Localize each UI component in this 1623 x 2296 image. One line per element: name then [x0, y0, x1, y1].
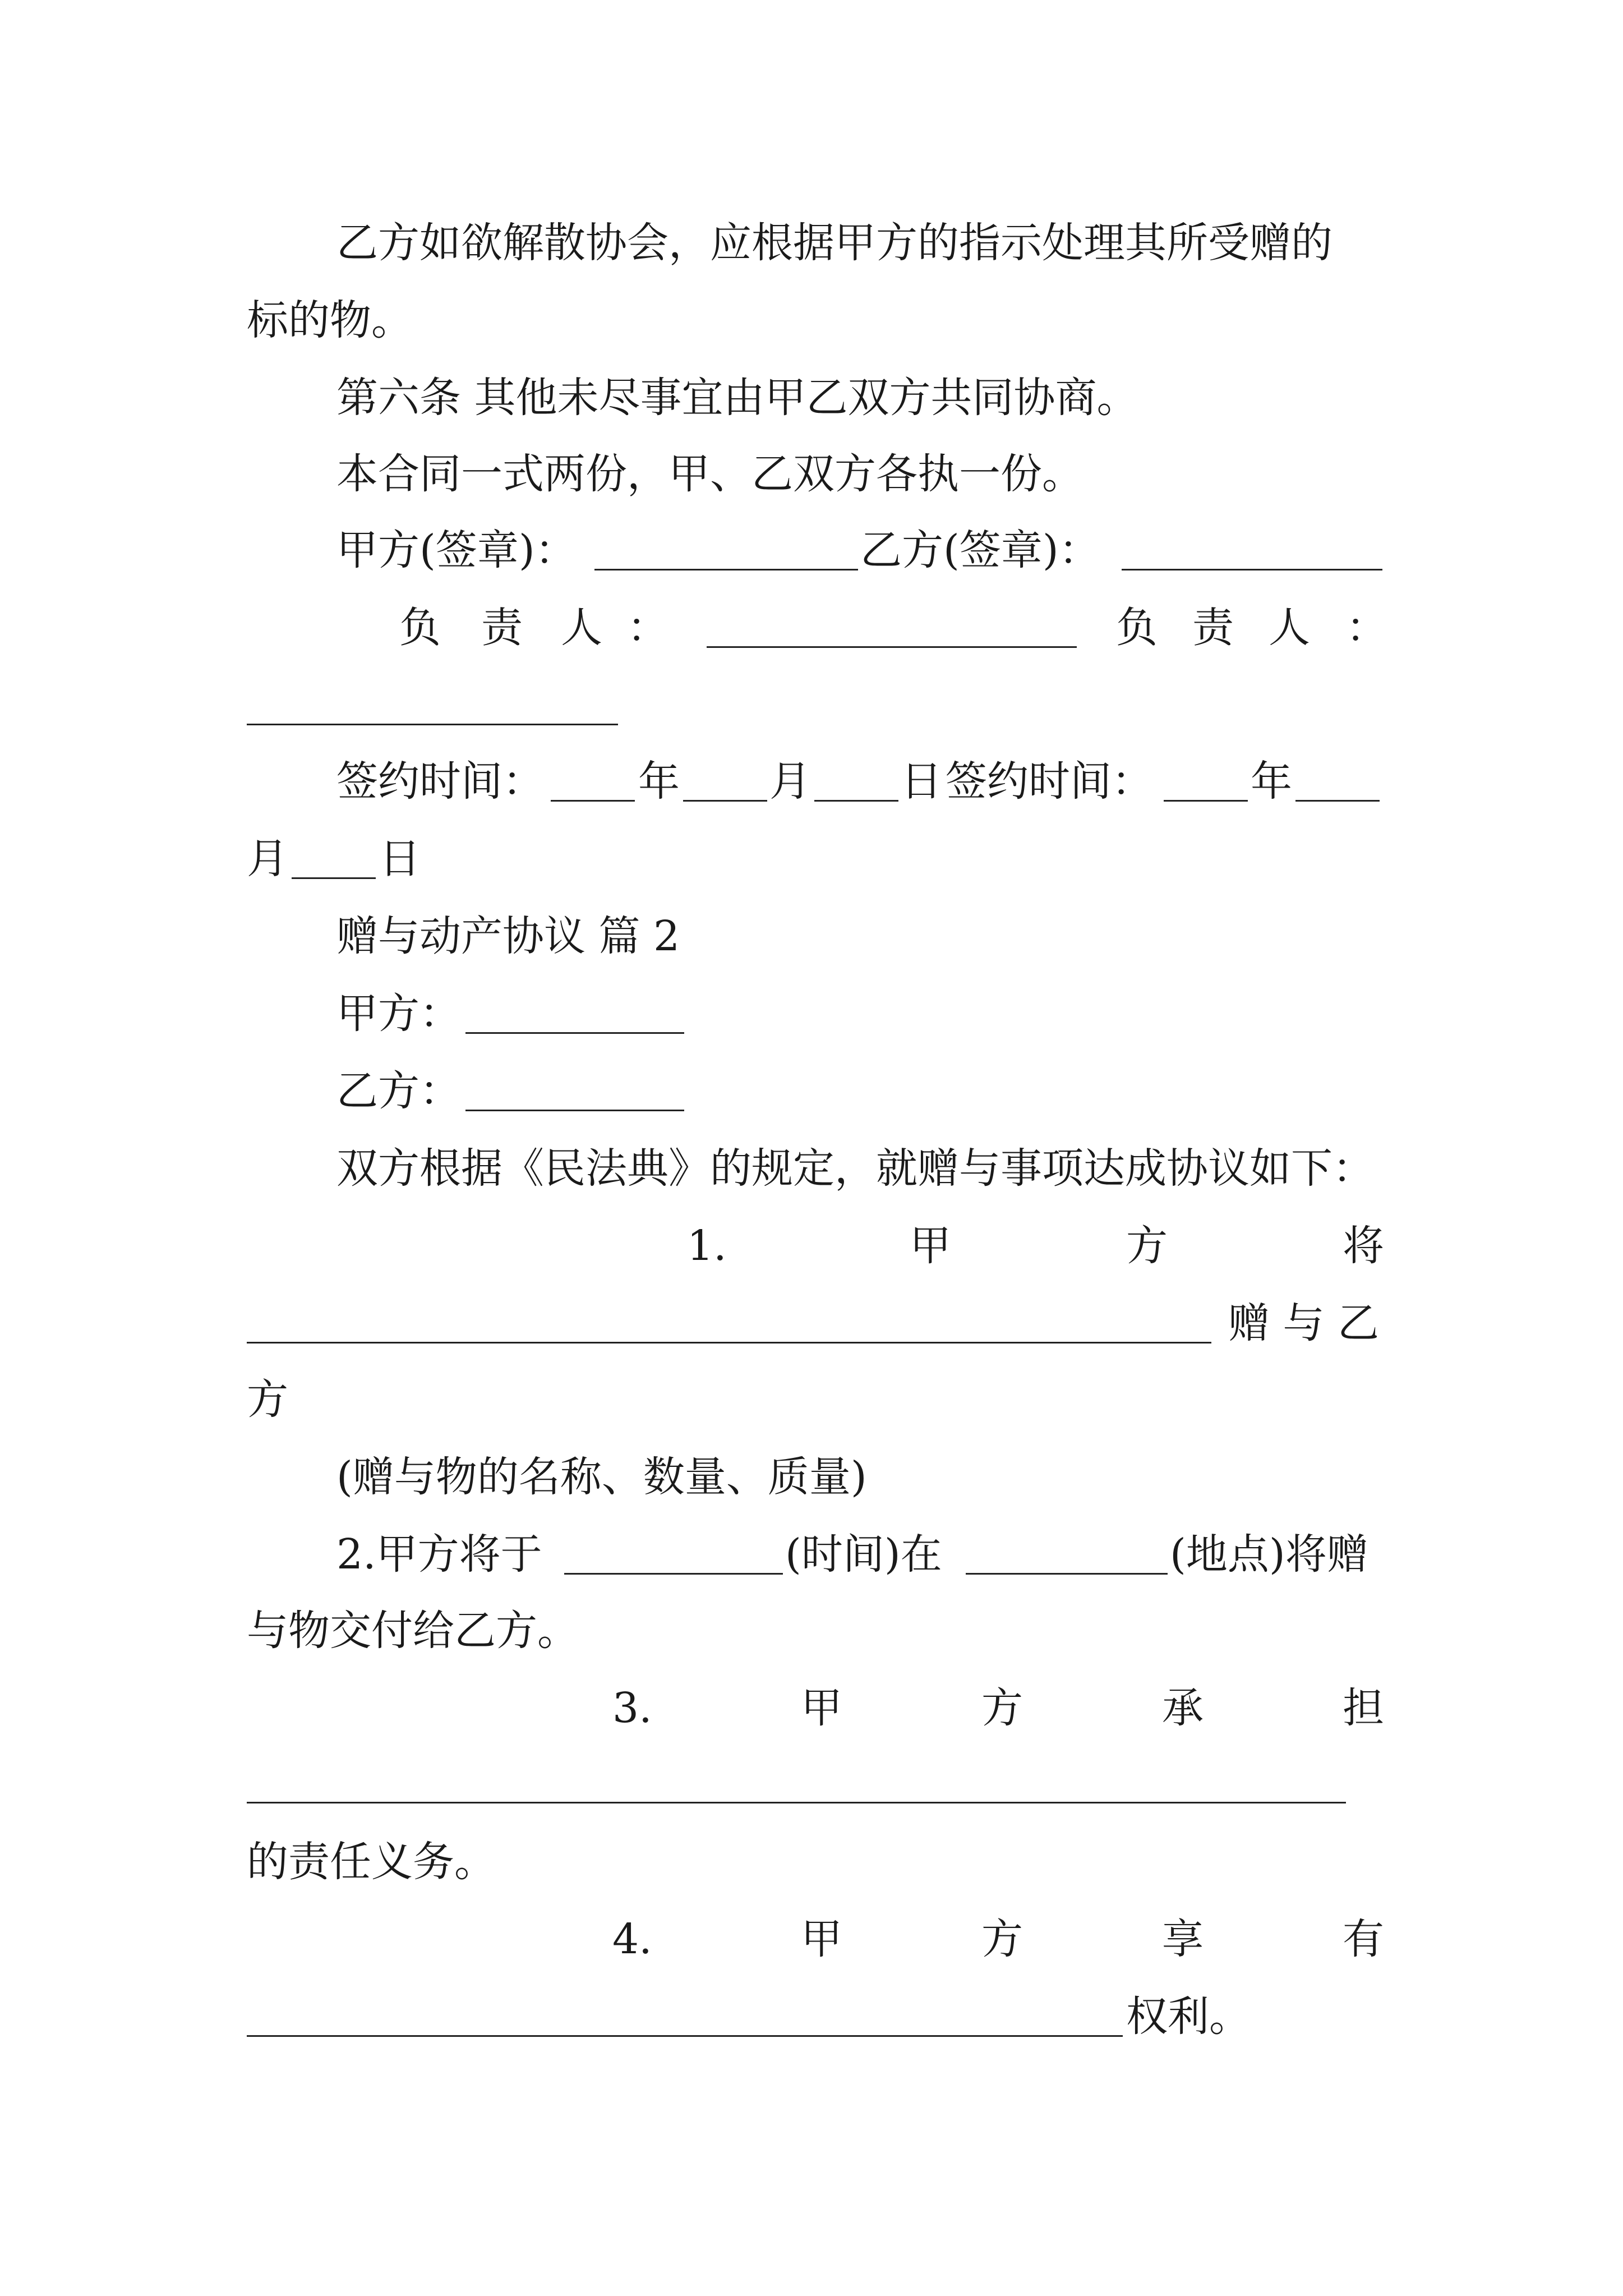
item2-text-b: (时间)在	[785, 1530, 942, 1579]
item4-char: 4.	[612, 1915, 652, 1963]
item1-char: 1.	[687, 1222, 727, 1270]
item2-text-c: (地点)将赠	[1170, 1530, 1368, 1579]
intro-clause: 双方根据《民法典》的规定，就赠与事项达成协议如下：	[336, 1144, 1374, 1193]
item1-char: 将	[1343, 1222, 1384, 1270]
item3-char: 方	[981, 1684, 1023, 1732]
party-a-responsible-blank	[707, 646, 1077, 648]
party-b-label: 乙方：	[336, 1067, 461, 1115]
item4-char: 方	[981, 1915, 1023, 1963]
party-b-signature-blank	[1122, 569, 1382, 570]
item3-end: 的责任义务。	[247, 1838, 496, 1886]
item1-end: 方	[247, 1375, 288, 1424]
resp-label-char: 负	[1116, 604, 1158, 652]
resp-label-char: ：	[627, 604, 668, 652]
day-blank-a	[814, 800, 898, 802]
resp-label-char: ：	[1346, 604, 1387, 652]
item4-char: 有	[1343, 1915, 1384, 1963]
section-heading: 赠与动产协议 篇 2	[336, 912, 680, 960]
year-blank-b	[1164, 800, 1248, 802]
date-label-a: 签约时间：	[336, 757, 544, 806]
time-blank	[564, 1573, 783, 1575]
year-char: 年	[1251, 757, 1292, 806]
paragraph-line: 乙方如欲解散协会，应根据甲方的指示处理其所受赠的	[336, 219, 1332, 267]
item3-char: 甲	[801, 1684, 842, 1732]
article-six: 第六条 其他未尽事宜由甲乙双方共同协商。	[336, 374, 1138, 422]
month-char: 月	[247, 835, 288, 883]
copies-clause: 本合同一式两份，甲、乙双方各执一份。	[336, 450, 1083, 498]
day-char: 日	[901, 757, 942, 806]
place-blank	[966, 1573, 1168, 1575]
item1-tail: 赠 与 乙	[1228, 1299, 1380, 1347]
item1-note: (赠与物的名称、数量、质量)	[336, 1453, 867, 1501]
party-a-signature-label: 甲方(签章)：	[336, 526, 577, 574]
item2-line2: 与物交付给乙方。	[247, 1607, 579, 1655]
resp-label-char: 人	[561, 604, 602, 652]
year-char: 年	[638, 757, 680, 806]
party-b-signature-label: 乙方(签章)：	[860, 526, 1100, 574]
party-b-blank	[465, 1110, 684, 1111]
date-label-b: 签约时间：	[946, 757, 1153, 806]
item1-char: 甲	[910, 1222, 951, 1270]
month-blank-b	[1295, 800, 1380, 802]
item1-char: 方	[1126, 1222, 1168, 1270]
rights-blank	[247, 2035, 1123, 2037]
responsibility-blank	[247, 1802, 1346, 1803]
item3-char: 3.	[612, 1684, 652, 1732]
gift-item-blank	[247, 1342, 1211, 1343]
party-b-responsible-blank	[247, 724, 618, 725]
item4-end: 权利。	[1126, 1993, 1251, 2041]
party-a-blank	[465, 1032, 684, 1034]
paragraph-line: 标的物。	[247, 296, 413, 344]
party-a-signature-blank	[594, 569, 858, 570]
month-blank-a	[683, 800, 767, 802]
item3-char: 承	[1162, 1684, 1204, 1732]
year-blank-a	[551, 800, 635, 802]
item4-char: 享	[1162, 1915, 1204, 1963]
resp-label-char: 负	[399, 604, 441, 652]
day-blank-b	[292, 877, 376, 879]
month-char: 月	[769, 757, 811, 806]
resp-label-char: 责	[481, 604, 523, 652]
item4-char: 甲	[801, 1915, 842, 1963]
resp-label-char: 人	[1269, 604, 1310, 652]
item3-char: 担	[1343, 1684, 1384, 1732]
day-char: 日	[379, 835, 421, 883]
party-a-label: 甲方：	[336, 990, 461, 1038]
resp-label-char: 责	[1192, 604, 1234, 652]
item2-text-a: 2.甲方将于	[336, 1530, 542, 1579]
